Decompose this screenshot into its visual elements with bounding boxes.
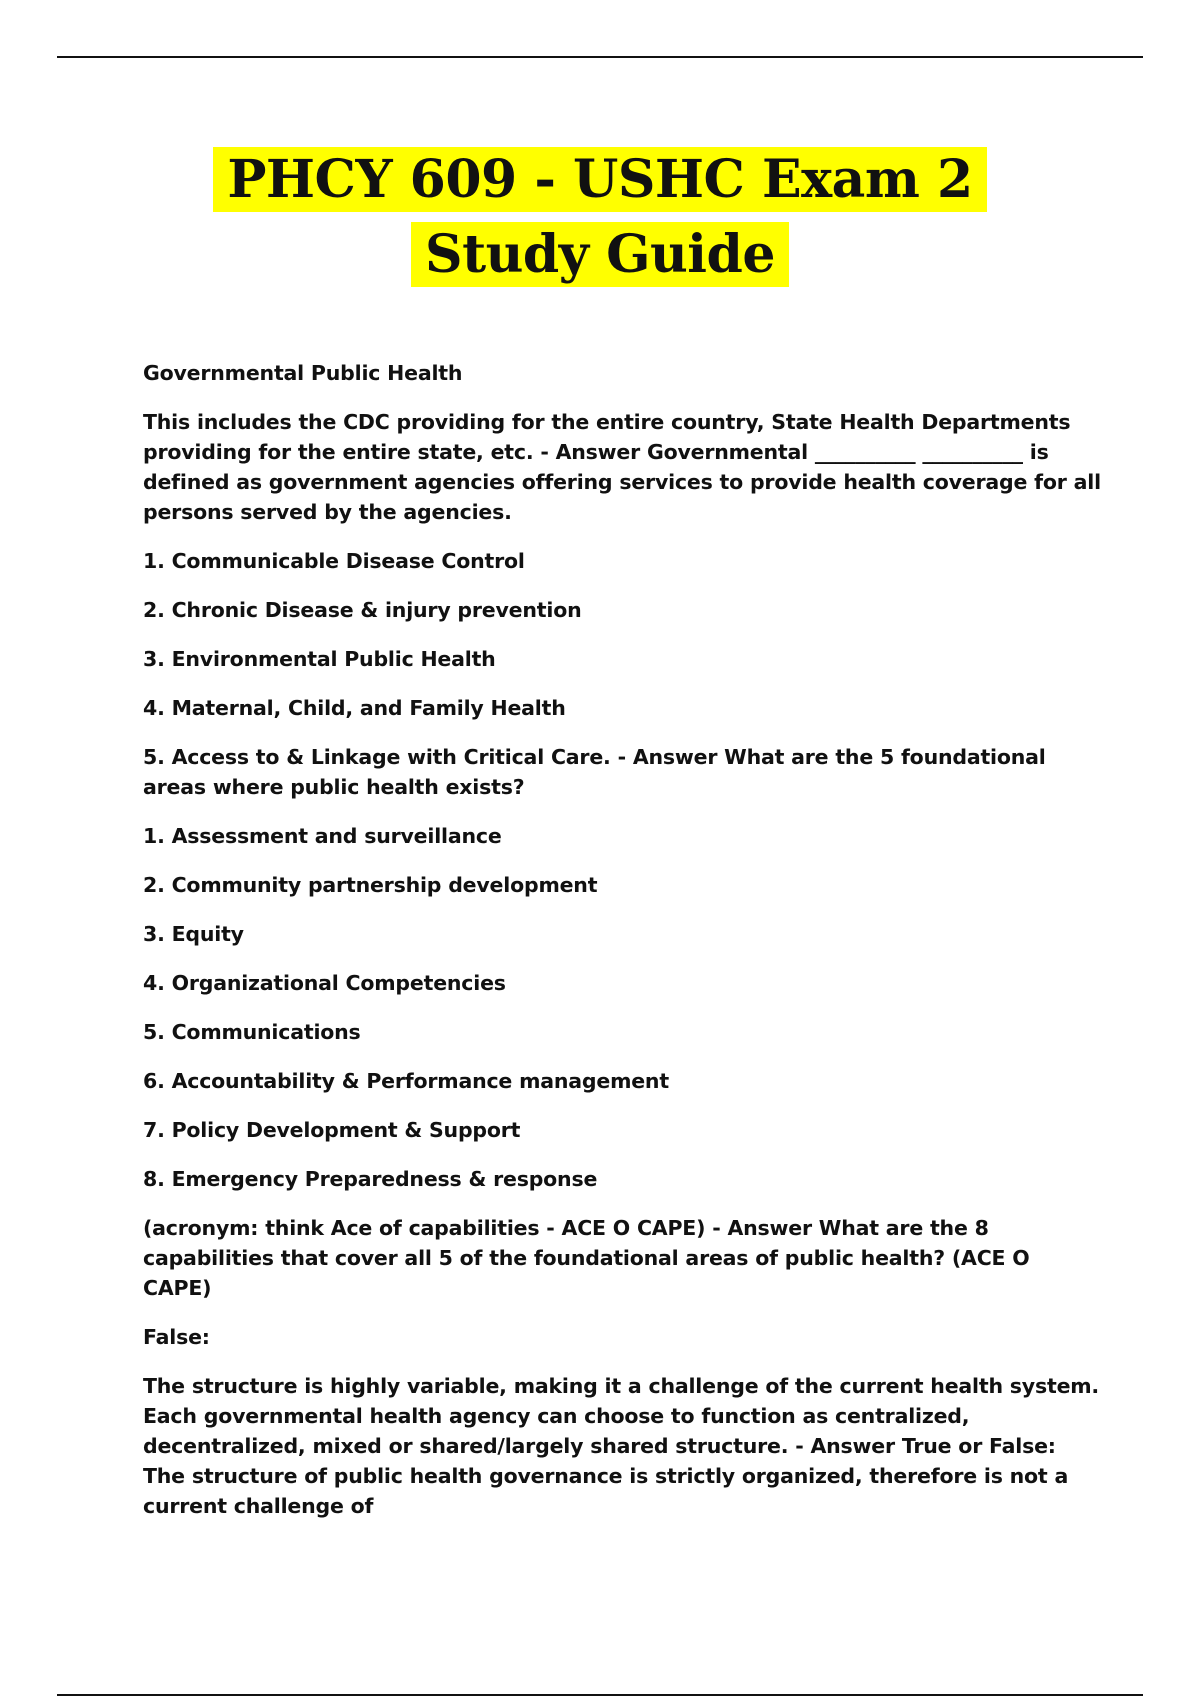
qa-paragraph: (acronym: think Ace of capabilities - ACE O CAPE) - Answer What are the 8 capabilities that cover all 5 of the foundational areas of public health? (ACE O CAPE) [143, 1216, 1030, 1300]
list-item: 3. Equity [143, 922, 244, 946]
title-block [0, 142, 1200, 292]
list-item: 2. Chronic Disease & injury prevention [143, 598, 582, 622]
list-item: 6. Accountability & Performance management [143, 1069, 669, 1093]
section-heading: Governmental Public Health [143, 361, 463, 385]
list-item: 1. Communicable Disease Control [143, 549, 525, 573]
list-item: 3. Environmental Public Health [143, 647, 496, 671]
list-item: 7. Policy Development & Support [143, 1118, 521, 1142]
answer-label: False: [143, 1325, 210, 1349]
list-item: 4. Organizational Competencies [143, 971, 506, 995]
bottom-rule [57, 1694, 1143, 1696]
top-rule [57, 56, 1143, 58]
document-body [143, 358, 1103, 1540]
list-item: 2. Community partnership development [143, 873, 598, 897]
qa-paragraph: The structure is highly variable, making it a challenge of the current health system. Each governmental health agency can choose to function as centralized, decentralized, mixed or shared/largely shared structure. - Answer True or False: The structure of public health governance is strictly organized, therefore is not a current challenge of [143, 1374, 1100, 1518]
list-item: 1. Assessment and surveillance [143, 824, 502, 848]
qa-paragraph: 5. Access to & Linkage with Critical Care. - Answer What are the 5 foundational areas where public health exists? [143, 745, 1046, 799]
list-item: 5. Communications [143, 1020, 361, 1044]
list-item: 8. Emergency Preparedness & response [143, 1167, 598, 1191]
page-title: PHCY 609 - USHC Exam 2 Study Guide [213, 147, 986, 287]
list-item: 4. Maternal, Child, and Family Health [143, 696, 566, 720]
qa-paragraph: This includes the CDC providing for the entire country, State Health Departments providing for the entire state, etc. - Answer Governmental __________ __________ is defined as government agencies offering services to provide health coverage for all persons served by the agencies. [143, 410, 1101, 524]
